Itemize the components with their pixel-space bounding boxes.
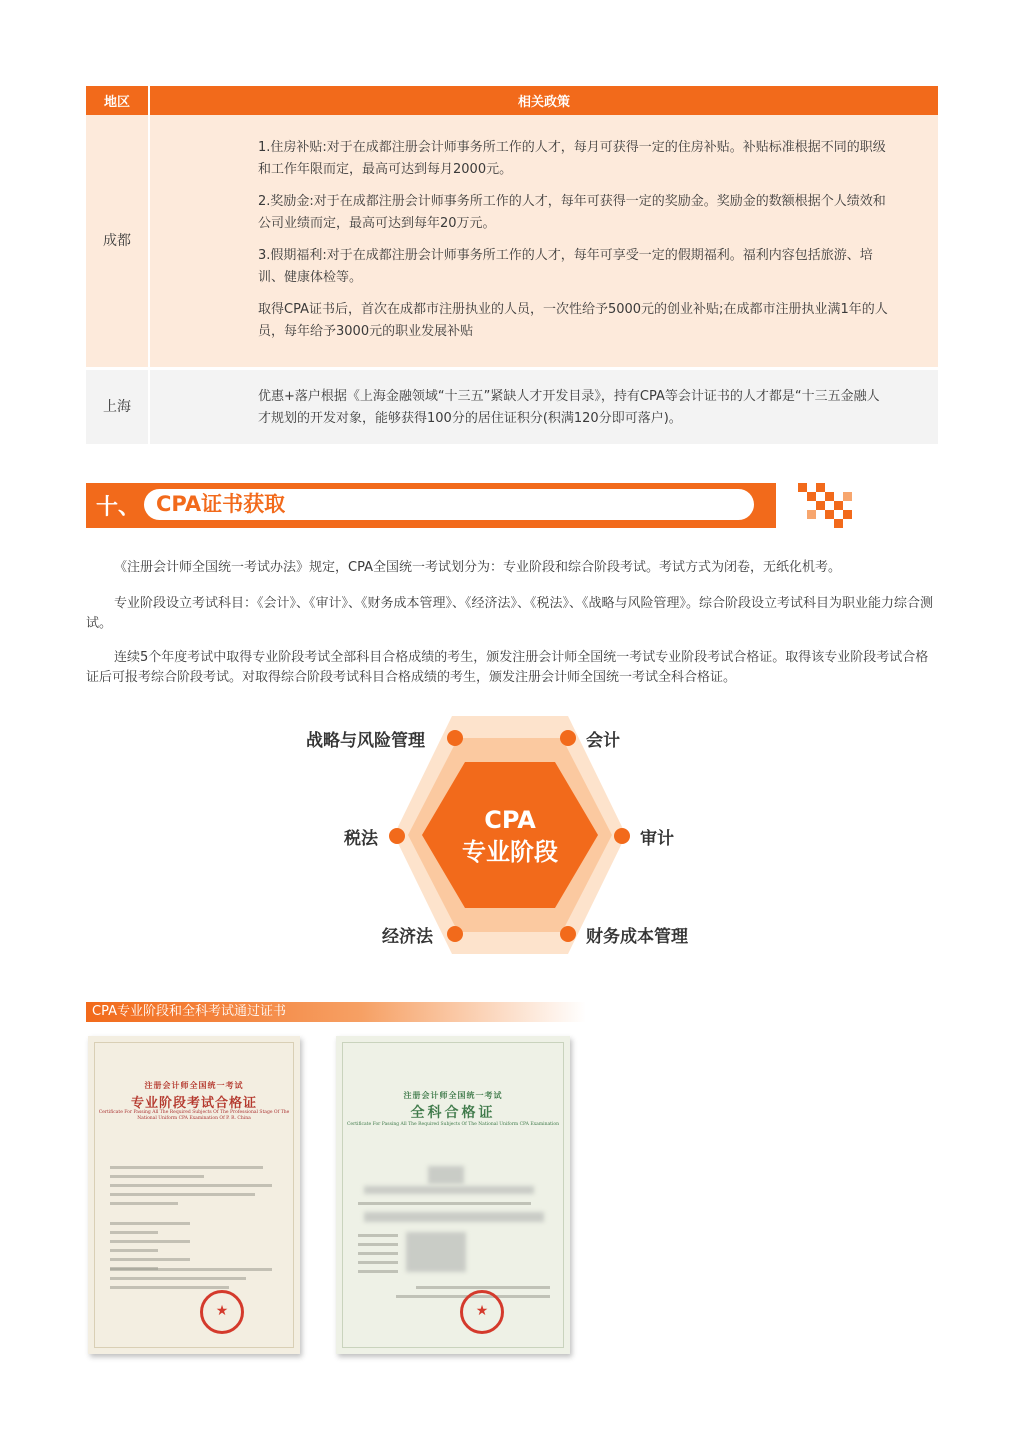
subject-financial-cost-mgmt: 财务成本管理 — [586, 927, 688, 947]
node-dot — [560, 730, 576, 746]
redacted-name — [364, 1186, 534, 1194]
certificate-b-title-large: 全科合格证 — [410, 1105, 496, 1121]
subject-audit: 审计 — [640, 829, 674, 849]
subject-tax: 税法 — [344, 829, 378, 849]
center-line2: 专业阶段 — [462, 838, 558, 866]
cpa-subject-diagram — [300, 710, 720, 970]
subject-strategy: 战略与风险管理 — [306, 731, 425, 751]
certificate-b-footer-lines — [358, 1286, 550, 1304]
policy-item: 取得CPA证书后，首次在成都市注册执业的人员，一次性给予5000元的创业补贴;在成都市注册执业满1年的人员，每年给予3000元的职业发展补贴 — [258, 302, 888, 339]
section-number: 十、 — [96, 495, 141, 520]
header-policy: 相关政策 — [149, 86, 938, 115]
region-cell: 成都 — [86, 115, 149, 369]
certificate-a-title-large: 专业阶段考试合格证 — [130, 1096, 257, 1111]
policy-cell — [149, 115, 938, 369]
section-header — [86, 483, 846, 528]
table-row — [86, 369, 938, 445]
policy-item: 1.住房补贴:对于在成都注册会计师事务所工作的人才，每月可获得一定的住房补贴。补贴标准根据不同的职级和工作年限而定，最高可达到每月2000元。 — [258, 140, 886, 177]
redacted-fields — [406, 1232, 466, 1272]
certificate-b-english: Certificate For Passing All The Required Subjects Of The National Uniform CPA Examination — [346, 1122, 560, 1127]
policy-cell — [149, 369, 938, 445]
center-line1: CPA — [484, 806, 536, 834]
redacted-line — [364, 1212, 544, 1222]
redacted-photo — [428, 1166, 464, 1184]
certificate-a-seal-icon — [200, 1290, 244, 1334]
professional-stage-certificate-image — [88, 1036, 300, 1354]
full-subject-certificate-image — [336, 1036, 570, 1354]
section-title: CPA证书获取 — [144, 489, 754, 520]
paragraph-certificates: 连续5个年度考试中取得专业阶段考试全部科目合格成绩的考生，颁发注册会计师全国统一考试专业阶段考试合格证。取得该专业阶段考试合格证后可报考综合阶段考试。对取得综合阶段考试科目合格成绩的考生，颁发注册会计师全国统一考试全科合格证。 — [86, 650, 929, 685]
certificate-b-title-small: 注册会计师全国统一考试 — [403, 1090, 503, 1100]
subject-economic-law: 经济法 — [382, 927, 433, 947]
certificate-a-footer-lines — [110, 1268, 280, 1295]
table-header-row — [86, 86, 938, 115]
paragraph-exam-rules: 《注册会计师全国统一考试办法》规定，CPA全国统一考试划分为：专业阶段和综合阶段考试。考试方式为闭卷，无纸化机考。 — [114, 560, 841, 575]
header-region: 地区 — [86, 86, 149, 115]
node-dot — [447, 730, 463, 746]
policy-table — [86, 86, 938, 444]
node-dot — [560, 926, 576, 942]
node-dot — [389, 828, 405, 844]
checker-decoration-icon — [798, 483, 852, 528]
certificate-b-fields — [358, 1234, 398, 1279]
certificate-a-body-lines — [110, 1166, 280, 1211]
paragraph-exam-subjects: 专业阶段设立考试科目：《会计》、《审计》、《财务成本管理》、《经济法》、《税法》、《战略与风险管理》。综合阶段设立考试科目为职业能力综合测试。 — [86, 596, 934, 631]
policy-item: 优惠+落户根据《上海金融领域“十三五”紧缺人才开发目录》，持有CPA等会计证书的人才都是“十三五金融人才规划的开发对象，能够获得100分的居住证积分(积满120分即可落户)。 — [258, 389, 880, 426]
certificate-a-title-small: 注册会计师全国统一考试 — [144, 1080, 244, 1090]
policy-item: 2.奖励金:对于在成都注册会计师事务所工作的人才，每年可获得一定的奖励金。奖励金的数额根据个人绩效和公司业绩而定，最高可达到每年20万元。 — [258, 194, 886, 231]
certificate-b-body-lines — [358, 1202, 550, 1211]
node-dot — [614, 828, 630, 844]
table-row — [86, 115, 938, 369]
certificate-b-seal-icon — [460, 1290, 504, 1334]
subject-accounting: 会计 — [586, 731, 620, 751]
region-cell: 上海 — [86, 369, 149, 445]
node-dot — [447, 926, 463, 942]
policy-item: 3.假期福利:对于在成都注册会计师事务所工作的人才，每年可享受一定的假期福利。福利内容包括旅游、培训、健康体检等。 — [258, 248, 873, 285]
certificate-a-english: Certificate For Passing All The Required Subjects Of The Professional Stage Of The National Uniform CPA Examination Of P. R. China — [98, 1110, 290, 1121]
certificate-caption: CPA专业阶段和全科考试通过证书 — [86, 1002, 586, 1022]
